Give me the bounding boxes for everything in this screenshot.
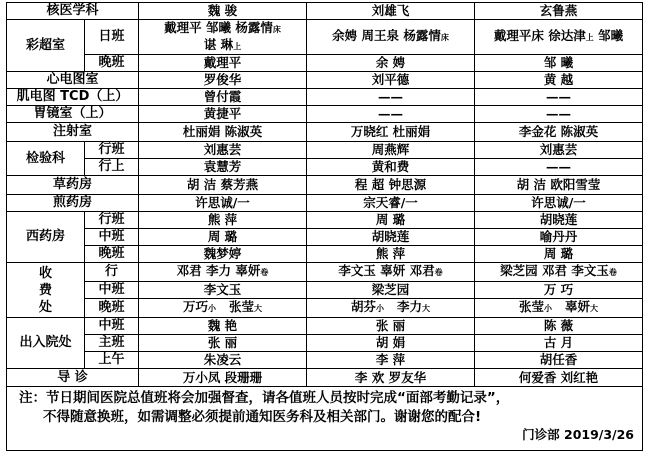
ultrasound-day-col-1 [139,20,307,55]
lab-row-2-col-1: 袁慧芳 [139,159,307,176]
holiday-duty-roster [6,2,643,451]
herbal-row [7,176,643,195]
ecg-row [7,72,643,89]
decoction-col-3: 许思诚/一 [475,195,643,212]
guide-dept: 导 诊 [7,369,139,387]
western-row-1 [7,212,643,229]
decoction-col-1: 许思诚/一 [139,195,307,212]
cell-mark-2: 大 [254,304,263,313]
gastroscopy-col-1: 黄捷平 [139,106,307,123]
injection-col-1: 杜丽娟 陈淑英 [139,123,307,142]
ultrasound-day-col-3 [475,20,643,55]
emg-row [7,89,643,106]
lab-row-1-col-3: 刘惠芸 [475,142,643,159]
admission-row-3 [7,352,643,369]
injection-row [7,123,643,142]
lab-row-1-label: 行班 [85,142,139,159]
ultrasound-night-label: 晚班 [85,55,139,72]
billing-row-2-col-3: 万 巧 [475,282,643,299]
western-row-2 [7,229,643,246]
western-row-2-label: 中班 [85,229,139,246]
western-row-3-col-2: 熊 萍 [307,246,475,263]
cell-mark: 小 [543,304,552,313]
western-row-1-label: 行班 [85,212,139,229]
admission-row-2-col-3: 古 月 [475,335,643,352]
gastroscopy-dept: 胃镜室（上） [7,106,139,123]
admission-row-3-col-3: 胡任香 [475,352,643,369]
cell-mark: 小 [375,304,384,313]
notice-line-1: 注：节日期间医院总值班将会加强督查，请各值班人员按时完成“面部考勤记录”， [19,390,510,406]
cell-mark: 床 [272,25,281,34]
guide-row [7,369,643,387]
admission-row-3-col-1: 朱凌云 [139,352,307,369]
cell-mark: 卷 [260,268,269,277]
injection-col-2: 万晓红 杜丽娟 [307,123,475,142]
western-row-3-col-1: 魏梦婷 [139,246,307,263]
lab-row-2-col-2: 黄和费 [307,159,475,176]
ecg-col-1: 罗俊华 [139,72,307,89]
ecg-dept: 心电图室 [7,72,139,89]
gastroscopy-col-2: —— [307,106,475,123]
ultrasound-night-col-2: 余 娉 [307,55,475,72]
admission-row-1-col-3: 陈 薇 [475,318,643,335]
cell-mark-line2: 上 [233,42,242,51]
herbal-col-3: 胡 洁 欧阳雪莹 [475,176,643,195]
cell-text: 张莹 [518,299,544,314]
admission-row-1-col-1: 魏 艳 [139,318,307,335]
billing-row-2 [7,282,643,299]
lab-dept: 检验科 [7,142,85,176]
notice-signature: 门诊部 2019/3/26 [522,427,635,442]
western-row-3 [7,246,643,263]
guide-col-2: 李 欢 罗友华 [307,369,475,387]
cell-text-line2: 谌 琳 [203,37,234,52]
emg-dept: 肌电图 TCD（上） [7,89,139,106]
western-row-2-col-1: 周 璐 [139,229,307,246]
decoction-dept: 煎药房 [7,195,139,212]
cell-text: 戴理平床 徐达津 [493,28,586,43]
gastroscopy-col-3: —— [475,106,643,123]
emg-col-3: —— [475,89,643,106]
billing-row-3-col-3 [475,299,643,318]
admission-row-2 [7,335,643,352]
admission-dept: 出入院处 [7,318,85,369]
gastroscopy-row [7,106,643,123]
lab-row-2-col-3: —— [475,159,643,176]
western-row-2-col-3: 喻丹丹 [475,229,643,246]
ultrasound-night-row [7,55,643,72]
cell-mark-2: 大 [422,304,431,313]
ultrasound-day-row [7,20,643,55]
cell-mark: 上 [585,33,594,42]
lab-row-1-col-2: 周燕辉 [307,142,475,159]
billing-dept [7,263,85,318]
header-col-3: 玄鲁燕 [475,3,643,20]
admission-row-3-label: 上午 [85,352,139,369]
western-row-1-col-3: 胡晓莲 [475,212,643,229]
header-col-2: 刘雄飞 [307,3,475,20]
guide-col-1: 万小凤 段珊珊 [139,369,307,387]
emg-col-2: —— [307,89,475,106]
herbal-col-1: 胡 洁 蔡芳燕 [139,176,307,195]
ultrasound-night-col-3: 邹 曦 [475,55,643,72]
herbal-col-2: 程 超 钟思源 [307,176,475,195]
cell-text: 戴理平 邹曦 杨露情 [164,20,273,35]
header-department: 核医学科 [7,3,139,20]
billing-row-1-col-1 [139,263,307,282]
ecg-col-3: 黄 越 [475,72,643,89]
billing-dept-label: 收费处 [38,265,52,315]
western-dept: 西药房 [7,212,85,263]
cell-text-2: 张莹 [215,299,255,314]
billing-row-3 [7,299,643,318]
cell-text: 李文玉 辜妍 邓君 [338,263,435,278]
cell-text: 梁芝园 邓君 李文玉 [500,263,609,278]
ultrasound-night-col-1: 戴理平 [139,55,307,72]
billing-row-1 [7,263,643,282]
notice-line-2: 不得随意换班，如需调整必须提前通知医务科及相关部门。谢谢您的配合! [43,409,482,425]
decoction-col-2: 宗天睿/一 [307,195,475,212]
ultrasound-dept: 彩超室 [7,20,85,72]
cell-text-2: 辜妍 [551,299,591,314]
western-row-3-label: 晚班 [85,246,139,263]
herbal-dept: 草药房 [7,176,139,195]
cell-mark: 小 [207,304,216,313]
cell-mark: 床 [440,33,449,42]
lab-row-2 [7,159,643,176]
header-row [7,3,643,20]
notice-row [7,387,643,451]
admission-row-2-col-2: 胡 娟 [307,335,475,352]
emg-col-1: 曾付霞 [139,89,307,106]
lab-row-2-label: 行上 [85,159,139,176]
cell-text: 万巧 [182,299,208,314]
cell-text: 邓君 李力 辜妍 [176,263,261,278]
cell-text: 胡芬 [350,299,376,314]
billing-row-1-col-2 [307,263,475,282]
billing-row-3-label: 晚班 [85,299,139,318]
billing-row-3-col-1 [139,299,307,318]
injection-col-3: 李金花 陈淑英 [475,123,643,142]
cell-text-2: 李力 [383,299,423,314]
cell-mark: 卷 [434,268,443,277]
billing-row-3-col-2 [307,299,475,318]
header-col-1: 魏 骏 [139,3,307,20]
western-row-1-col-1: 熊 萍 [139,212,307,229]
cell-text-tail: 邹曦 [593,28,624,43]
cell-mark: 卷 [608,268,617,277]
billing-row-2-label: 中班 [85,282,139,299]
cell-mark-2: 大 [590,304,599,313]
decoction-row [7,195,643,212]
ultrasound-day-label: 日班 [85,20,139,55]
western-row-3-col-3: 周 璐 [475,246,643,263]
notice [7,387,643,451]
western-row-1-col-2: 周 璐 [307,212,475,229]
injection-dept: 注射室 [7,123,139,142]
admission-row-1-col-2: 张 丽 [307,318,475,335]
lab-row-1 [7,142,643,159]
billing-row-1-col-3 [475,263,643,282]
billing-row-2-col-2: 梁芝园 [307,282,475,299]
admission-row-3-col-2: 李 萍 [307,352,475,369]
billing-row-2-col-1: 李文玉 [139,282,307,299]
billing-row-1-label: 行 [85,263,139,282]
ecg-col-2: 刘平德 [307,72,475,89]
ultrasound-day-col-2 [307,20,475,55]
admission-row-1 [7,318,643,335]
western-row-2-col-2: 胡晓莲 [307,229,475,246]
admission-row-2-label: 主班 [85,335,139,352]
admission-row-2-col-1: 张 丽 [139,335,307,352]
lab-row-1-col-1: 刘惠芸 [139,142,307,159]
cell-text: 余娉 周王泉 杨露情 [332,28,441,43]
guide-col-3: 何爱香 刘红艳 [475,369,643,387]
admission-row-1-label: 中班 [85,318,139,335]
